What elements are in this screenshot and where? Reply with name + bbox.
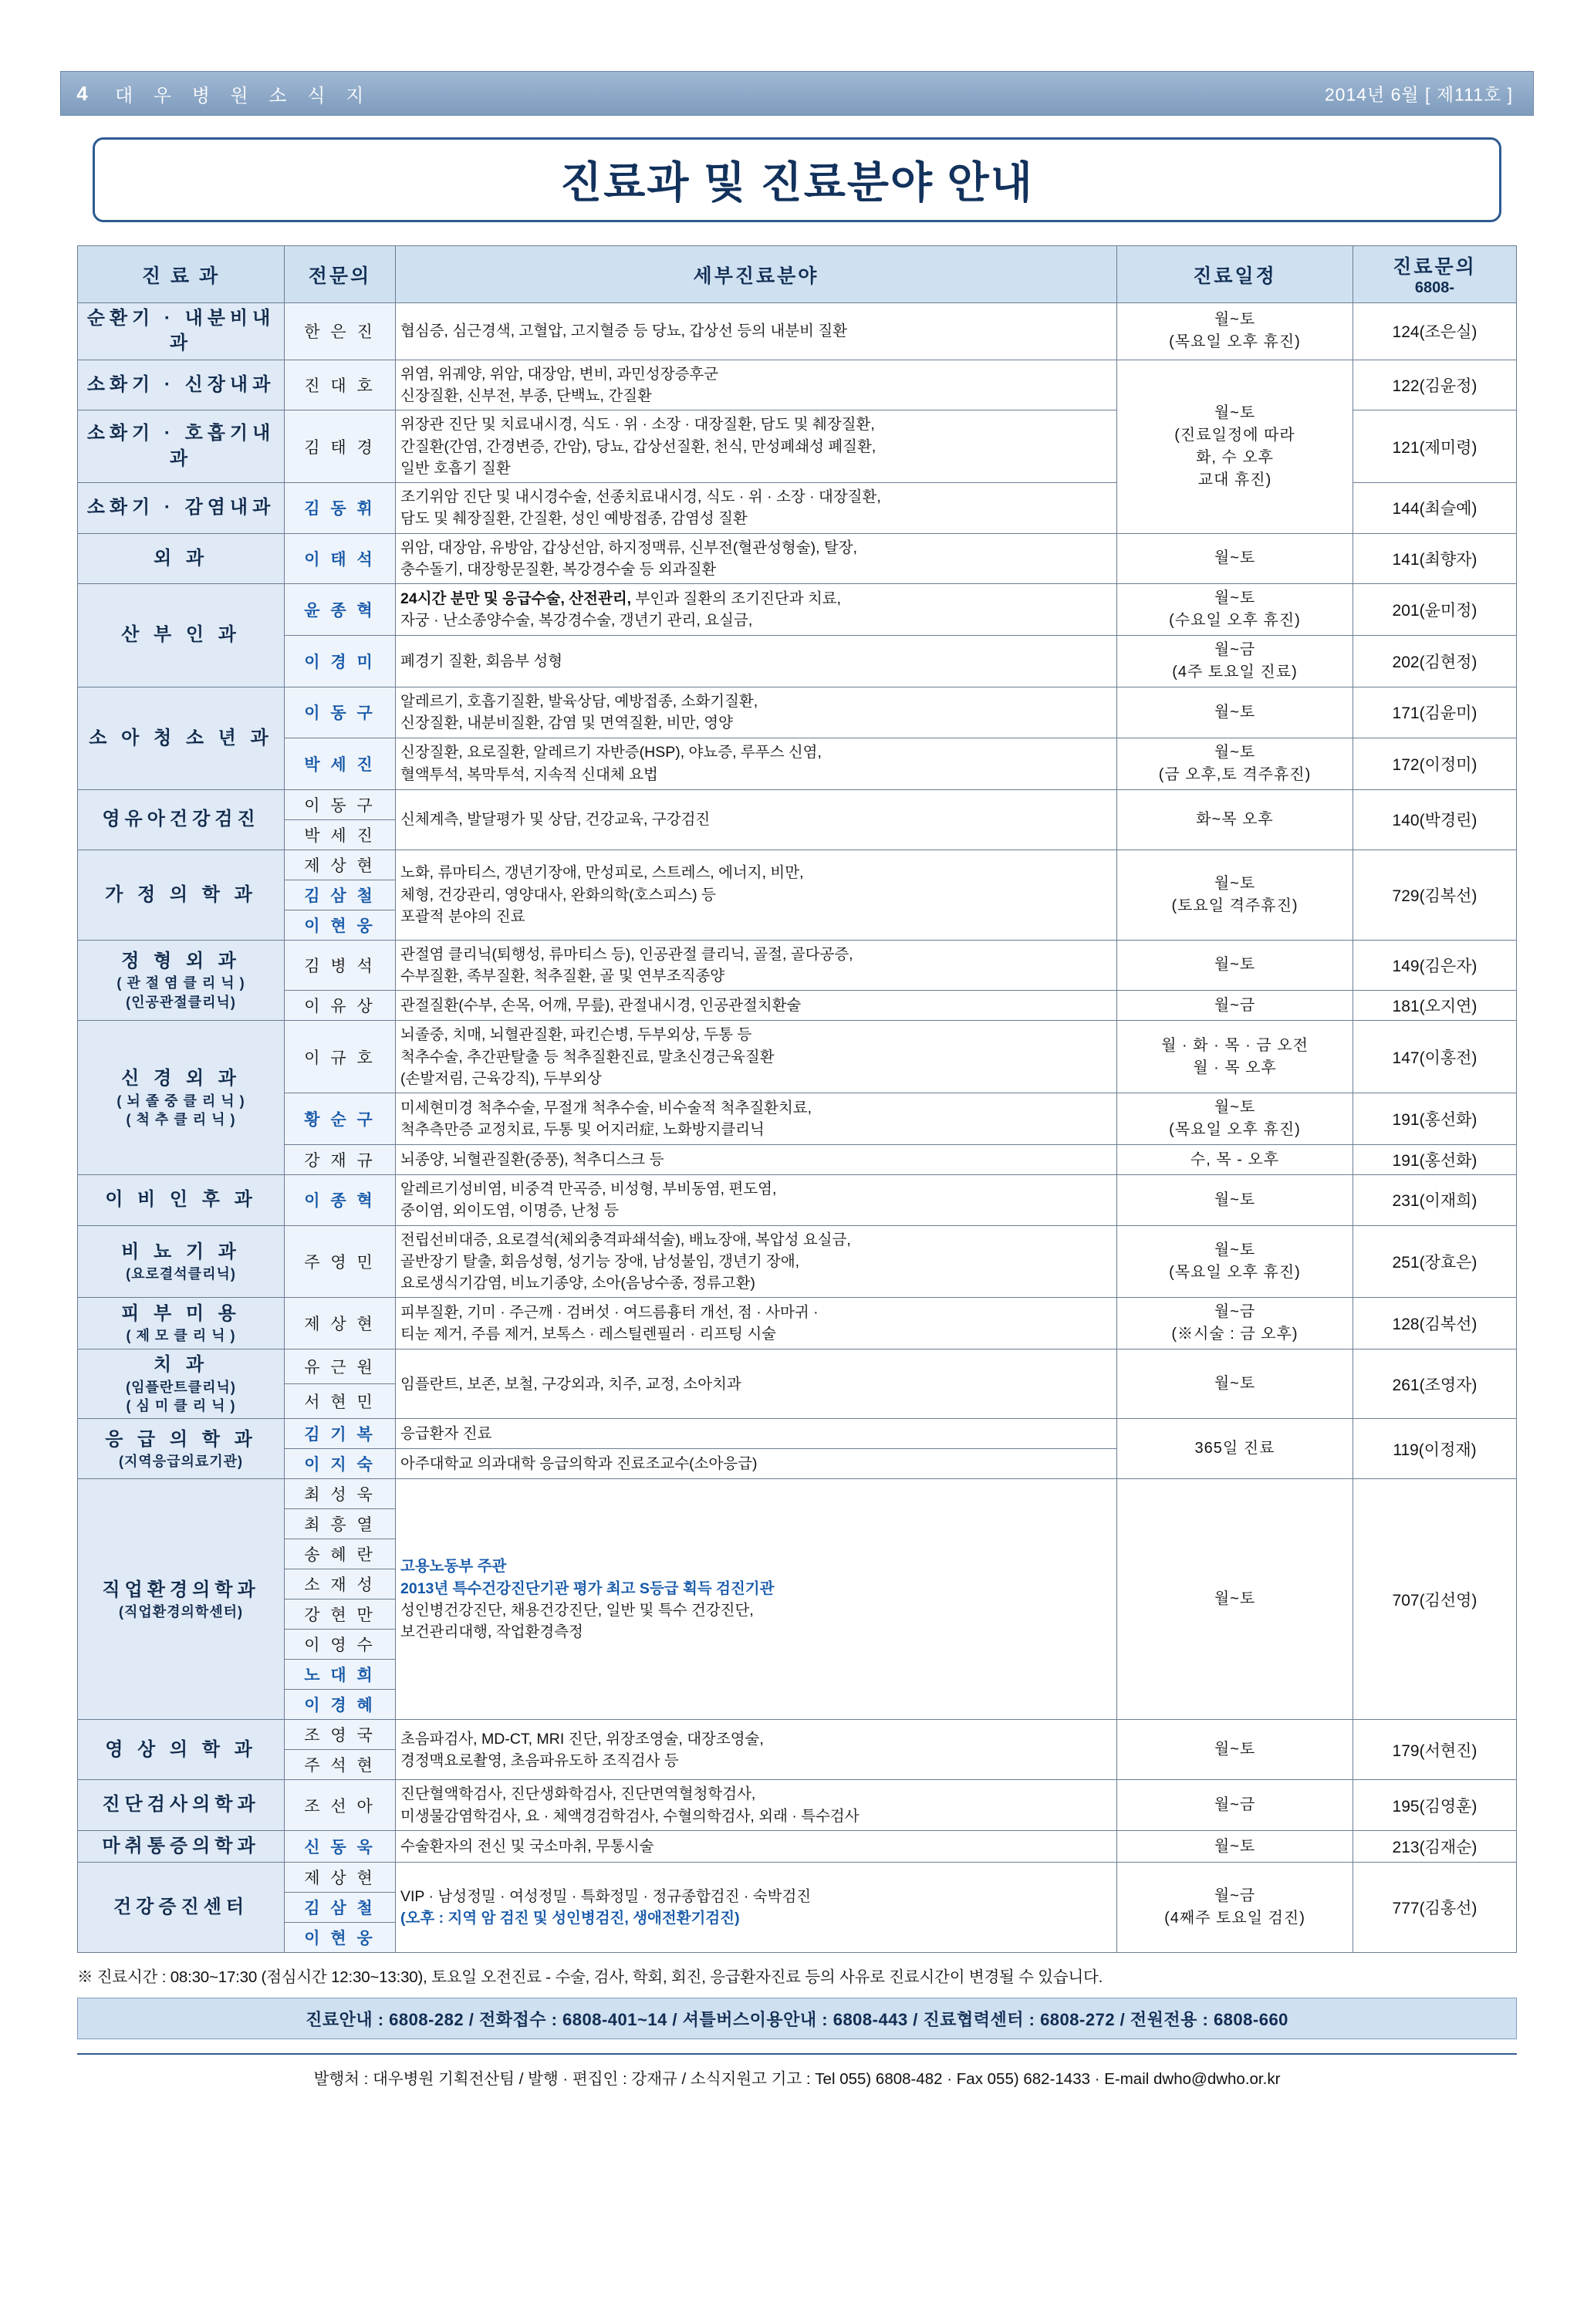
detail-field <box>396 1298 1117 1349</box>
field-line: 응급환자 진료 <box>400 1425 492 1443</box>
inquiry-phone: 777(김홍선) <box>1353 1863 1517 1953</box>
doctor-name: 김 삼 철 <box>285 1893 396 1923</box>
dept-name: 외 과 <box>78 533 285 584</box>
field-line: 알레르기, 호흡기질환, 발육상담, 예방접종, 소화기질환, <box>400 693 758 711</box>
field-line: 관절염 클리닉(퇴행성, 류마티스 등), 인공관절 클리닉, 골절, 골다공증, <box>400 945 853 963</box>
schedule-line: 월~토 <box>1214 1741 1256 1758</box>
field-highlight: 2013년 특수건강진단기관 평가 최고 S등급 획득 검진기관 <box>400 1579 775 1597</box>
dept-name: 정 형 외 과 ( 관 절 염 클 리 닉 ) (인공관절클리닉) <box>78 940 285 1021</box>
schedule-line: (목요일 오후 휴진) <box>1169 1263 1301 1281</box>
doctor-name: 제 상 현 <box>285 1863 396 1893</box>
field-line: 수부질환, 족부질환, 척추질환, 골 및 연부조직종양 <box>400 967 725 985</box>
inquiry-phone: 261(조영자) <box>1353 1349 1517 1419</box>
doctor-name: 이 규 호 <box>285 1021 396 1093</box>
doctor-name: 이 지 숙 <box>285 1449 396 1479</box>
doctor-name: 윤 종 혁 <box>285 584 396 636</box>
field-line: 뇌종양, 뇌혈관질환(중풍), 척추디스크 등 <box>400 1150 664 1168</box>
field-line: 신장질환, 신부전, 부종, 단백뇨, 간질환 <box>400 387 652 405</box>
field-line: 티눈 제거, 주름 제거, 보톡스 · 레스틸렌필러 · 리프팅 시술 <box>400 1326 776 1343</box>
inquiry-phone: 201(윤미정) <box>1353 584 1517 636</box>
field-line: 포괄적 분야의 진료 <box>400 907 525 925</box>
detail-field <box>396 850 1117 940</box>
schedule-line: 월~토 <box>1214 404 1256 421</box>
table-row <box>78 1145 1517 1175</box>
detail-field <box>396 1780 1117 1831</box>
field-line: 위염, 위궤양, 위암, 대장암, 변비, 과민성장증후군 <box>400 365 719 383</box>
detail-field <box>396 636 1117 687</box>
doctor-name: 소 재 성 <box>285 1569 396 1599</box>
page-title: 진료과 및 진료분야 안내 <box>560 158 1034 207</box>
doctor-name: 제 상 현 <box>285 1298 396 1349</box>
table-row <box>78 1479 1517 1509</box>
doctor-name: 제 상 현 <box>285 850 396 880</box>
doctor-name: 김 기 복 <box>285 1419 396 1449</box>
doctor-name: 박 세 진 <box>285 738 396 789</box>
doctor-name: 김 삼 철 <box>285 880 396 910</box>
field-line: 체형, 건강관리, 영양대사, 완화의학(호스피스) 등 <box>400 886 716 904</box>
field-line: 신체계측, 발달평가 및 상담, 건강교육, 구강검진 <box>400 811 711 829</box>
table-row <box>78 687 1517 738</box>
table-row <box>78 1419 1517 1449</box>
schedule-line: 월~금 <box>1214 996 1256 1014</box>
schedule <box>1117 850 1353 940</box>
schedule <box>1117 789 1353 850</box>
dept-name: 소 아 청 소 년 과 <box>78 687 285 790</box>
doctor-name: 신 동 욱 <box>285 1830 396 1862</box>
schedule <box>1117 1021 1353 1093</box>
inquiry-phone: 119(이정재) <box>1353 1419 1517 1479</box>
field-line: 중이염, 외이도염, 이명증, 난청 등 <box>400 1202 619 1220</box>
schedule-line: 월~토 <box>1214 549 1256 567</box>
schedule <box>1117 1145 1353 1175</box>
table-row <box>78 636 1517 687</box>
detail-field <box>396 360 1117 410</box>
field-line: 담도 및 췌장질환, 간질환, 성인 예방접종, 감염성 질환 <box>400 510 748 528</box>
schedule <box>1117 360 1353 533</box>
schedule-line: 월~토 <box>1214 311 1256 329</box>
dept-name: 이 비 인 후 과 <box>78 1175 285 1226</box>
col-header-schedule: 진료일정 <box>1117 246 1353 303</box>
dept-name: 치 과 (임플란트클리닉) ( 심 미 클 리 닉 ) <box>78 1349 285 1419</box>
inquiry-phone: 140(박경린) <box>1353 789 1517 850</box>
dept-name: 직업환경의학과 (직업환경의학센터) <box>78 1479 285 1720</box>
hours-note: ※ 진료시간 : 08:30~17:30 (점심시간 12:30~13:30), 토요일 오전진료 - 수술, 검사, 학회, 회진, 응급환자진료 등의 사유로 진료시간이 변경될 수 있습니다. <box>77 1968 1103 1987</box>
inquiry-phone: 213(김재순) <box>1353 1830 1517 1862</box>
detail-field <box>396 789 1117 850</box>
schedule-line: 월~토 <box>1214 703 1256 721</box>
page-number: 4 <box>76 81 89 105</box>
doctor-name: 송 혜 란 <box>285 1539 396 1569</box>
doctor-name: 김 태 경 <box>285 410 396 483</box>
table-row <box>78 940 1517 991</box>
detail-field <box>396 1863 1117 1953</box>
schedule-line: 월~토 <box>1214 1241 1256 1258</box>
page-header-bar <box>60 71 1534 116</box>
table-row <box>78 1225 1517 1298</box>
doctor-name: 서 현 민 <box>285 1384 396 1419</box>
field-line: 성인병건강진단, 채용건강진단, 일반 및 특수 건강진단, <box>400 1601 754 1619</box>
table-row <box>78 1830 1517 1862</box>
field-line: 경정맥요로촬영, 초음파유도하 조직검사 등 <box>400 1751 679 1769</box>
schedule-line: 월~금 <box>1214 1303 1256 1321</box>
schedule <box>1117 303 1353 360</box>
doctor-name: 이 경 미 <box>285 636 396 687</box>
dept-subtitle: (요로결석클리닉) <box>126 1266 236 1282</box>
schedule-line: (목요일 오후 휴진) <box>1169 333 1301 351</box>
inquiry-phone: 124(조은실) <box>1353 303 1517 360</box>
field-line: 골반장기 탈출, 회음성형, 성기능 장애, 남성불임, 갱년기 장애, <box>400 1252 800 1270</box>
field-line: 관절질환(수부, 손목, 어깨, 무릎), 관절내시경, 인공관절치환술 <box>400 997 802 1015</box>
detail-field <box>396 1225 1117 1298</box>
field-line: 노화, 류마티스, 갱년기장애, 만성피로, 스트레스, 에너지, 비만, <box>400 864 804 882</box>
dept-name: 산 부 인 과 <box>78 584 285 687</box>
schedule <box>1117 738 1353 789</box>
dept-name: 가 정 의 학 과 <box>78 850 285 940</box>
dept-name: 소화기 · 신장내과 <box>78 360 285 410</box>
dept-name: 영유아건강검진 <box>78 789 285 850</box>
col-header-doctor: 전문의 <box>285 246 396 303</box>
inquiry-phone: 707(김선영) <box>1353 1479 1517 1720</box>
contact-info-bar: 진료안내 : 6808-282 / 전화접수 : 6808-401~14 / 셔틀버스이용안내 : 6808-443 / 진료협력센터 : 6808-272 / 전원전용 : 6808-660 <box>77 1998 1517 2039</box>
detail-field <box>396 1145 1117 1175</box>
table-row <box>78 360 1517 410</box>
inquiry-phone: 122(김윤정) <box>1353 360 1517 410</box>
table-row <box>78 1349 1517 1384</box>
schedule-line: (※시술 : 금 오후) <box>1171 1326 1299 1343</box>
dept-subtitle: (인공관절클리닉) <box>126 994 236 1010</box>
doctor-name: 이 종 혁 <box>285 1175 396 1226</box>
table-row <box>78 1863 1517 1893</box>
doctor-name: 이 동 구 <box>285 687 396 738</box>
schedule <box>1117 1175 1353 1226</box>
detail-field <box>396 1419 1117 1449</box>
doctor-name: 진 대 호 <box>285 360 396 410</box>
table-row <box>78 789 1517 819</box>
field-line: 위암, 대장암, 유방암, 갑상선암, 하지정맥류, 신부전(혈관성형술), 탈장, <box>400 539 858 556</box>
publisher-info: 발행처 : 대우병원 기획전산팀 / 발행 · 편집인 : 강재규 / 소식지원고 기고 : Tel 055) 6808-482 · Fax 055) 682-1433 · E-mail dwho@dwho.or.kr <box>77 2053 1517 2089</box>
doctor-name: 이 태 석 <box>285 533 396 584</box>
dept-name: 영 상 의 학 과 <box>78 1720 285 1780</box>
field-line: 척추수술, 추간판탈출 등 척추질환진료, 말초신경근육질환 <box>400 1048 775 1066</box>
doctor-name: 이 현 웅 <box>285 910 396 940</box>
detail-field <box>396 991 1117 1021</box>
table-row <box>78 850 1517 880</box>
doctor-name: 이 유 상 <box>285 991 396 1021</box>
table-header-row <box>78 246 1517 303</box>
issue-label: 2014년 6월 [ 제111호 ] <box>1324 84 1513 105</box>
schedule <box>1117 940 1353 991</box>
schedule-line: 월~금 <box>1214 641 1256 659</box>
inquiry-phone: 181(오지연) <box>1353 991 1517 1021</box>
table-row <box>78 1780 1517 1831</box>
field-line: 혈액투석, 복막투석, 지속적 신대체 요법 <box>400 765 658 783</box>
inquiry-phone: 149(김은자) <box>1353 940 1517 991</box>
doctor-name: 최 성 욱 <box>285 1479 396 1509</box>
doctor-name: 강 현 만 <box>285 1599 396 1630</box>
doctor-name: 주 석 현 <box>285 1750 396 1780</box>
field-line: (손발저림, 근육강직), 두부외상 <box>400 1069 602 1087</box>
field-highlight: (오후 : 지역 암 검진 및 성인병검진, 생애전환기검진) <box>400 1910 740 1927</box>
field-line: 24시간 분만 및 응급수술, 산전관리, 부인과 질환의 조기진단과 치료, <box>400 589 842 607</box>
detail-field <box>396 483 1117 534</box>
doctor-name: 조 선 아 <box>285 1780 396 1831</box>
doctor-name: 김 동 휘 <box>285 483 396 534</box>
schedule-line: 월~토 <box>1214 1375 1256 1393</box>
newsletter-title: 대 우 병 원 소 식 지 <box>115 85 372 106</box>
schedule <box>1117 1780 1353 1831</box>
dept-name: 소화기 · 감염내과 <box>78 483 285 534</box>
doctor-name: 김 병 석 <box>285 940 396 991</box>
dept-subtitle: (임플란트클리닉) <box>126 1379 236 1395</box>
schedule-line: 월~금 <box>1214 1887 1256 1905</box>
schedule-line: 월~토 <box>1214 956 1256 974</box>
schedule <box>1117 1863 1353 1953</box>
schedule <box>1117 991 1353 1021</box>
dept-subtitle: ( 제 모 클 리 닉 ) <box>126 1328 236 1344</box>
doctor-name: 이 현 웅 <box>285 1923 396 1953</box>
table-row <box>78 1021 1517 1093</box>
schedule-line: 365일 진료 <box>1194 1440 1275 1458</box>
schedule-line: 교대 휴진) <box>1197 471 1272 488</box>
schedule-line: 월~토 <box>1214 589 1256 607</box>
doctor-name: 유 근 원 <box>285 1349 396 1384</box>
field-line: 알레르기성비염, 비중격 만곡증, 비성형, 부비동염, 편도염, <box>400 1181 777 1198</box>
col-header-dept: 진 료 과 <box>78 246 285 303</box>
table-row <box>78 1298 1517 1349</box>
detail-field <box>396 1021 1117 1093</box>
col-header-tel-label: 진료문의 <box>1393 256 1477 278</box>
inquiry-phone: 172(이정미) <box>1353 738 1517 789</box>
schedule-line: 수, 목 - 오후 <box>1190 1150 1280 1168</box>
inquiry-phone: 231(이재희) <box>1353 1175 1517 1226</box>
field-line: 요로생식기감염, 비뇨기종양, 소아(음낭수종, 정류고환) <box>400 1275 755 1292</box>
doctor-name: 이 영 수 <box>285 1630 396 1660</box>
doctor-name: 최 흥 열 <box>285 1509 396 1539</box>
dept-name: 비 뇨 기 과 (요로결석클리닉) <box>78 1225 285 1298</box>
dept-name: 순환기 · 내분비내과 <box>78 303 285 360</box>
col-header-tel-sub: 6808- <box>1414 279 1455 296</box>
field-highlight: 고용노동부 주관 <box>400 1558 507 1576</box>
schedule <box>1117 1298 1353 1349</box>
field-line: 척추측만증 교정치료, 두통 및 어지러症, 노화방지클리닉 <box>400 1121 765 1139</box>
dept-name: 신 경 외 과 ( 뇌 졸 중 클 리 닉 ) ( 척 추 클 리 닉 ) <box>78 1021 285 1175</box>
detail-field <box>396 1449 1117 1479</box>
field-line: 피부질환, 기미 · 주근깨 · 검버섯 · 여드름흉터 개선, 점 · 사마귀 · <box>400 1304 819 1322</box>
schedule <box>1117 1349 1353 1419</box>
field-line: 신장질환, 내분비질환, 감염 및 면역질환, 비만, 영양 <box>400 714 733 732</box>
col-header-tel <box>1353 246 1517 303</box>
schedule-line: 월~토 <box>1214 1191 1256 1208</box>
dept-subtitle: ( 뇌 졸 중 클 리 닉 ) <box>117 1093 245 1109</box>
schedule-line: 월~토 <box>1214 1837 1256 1855</box>
schedule <box>1117 1419 1353 1479</box>
inquiry-phone: 171(김윤미) <box>1353 687 1517 738</box>
schedule-line: (4째주 토요일 검진) <box>1164 1910 1305 1927</box>
schedule-line: 월~토 <box>1214 874 1256 892</box>
dept-name: 피 부 미 용 ( 제 모 클 리 닉 ) <box>78 1298 285 1349</box>
schedule-line: (진료일정에 따라 <box>1174 426 1295 444</box>
schedule <box>1117 1830 1353 1862</box>
detail-field <box>396 584 1117 636</box>
schedule-line: 월~토 <box>1214 743 1256 761</box>
field-line: 충수돌기, 대장항문질환, 복강경수술 등 외과질환 <box>400 560 717 578</box>
schedule-line: 월~토 <box>1214 1590 1256 1608</box>
schedule-line: 화, 수 오후 <box>1196 448 1274 466</box>
field-line: 초음파검사, MD-CT, MRI 진단, 위장조영술, 대장조영술, <box>400 1730 764 1748</box>
schedule <box>1117 1225 1353 1298</box>
doctor-name: 황 순 구 <box>285 1093 396 1145</box>
field-line: 자궁 · 난소종양수술, 복강경수술, 갱년기 관리, 요실금, <box>400 612 753 630</box>
detail-field <box>396 1349 1117 1419</box>
field-line: 간질환(간염, 간경변증, 간암), 당뇨, 갑상선질환, 천식, 만성폐쇄성 폐질환, <box>400 437 876 455</box>
inquiry-phone: 144(최슬예) <box>1353 483 1517 534</box>
field-line: VIP · 남성정밀 · 여성정밀 · 특화정밀 · 정규종합검진 · 숙박검진 <box>400 1888 812 1905</box>
dept-name: 응 급 의 학 과 (지역응급의료기관) <box>78 1419 285 1479</box>
field-line: 뇌졸중, 치매, 뇌혈관질환, 파킨슨병, 두부외상, 두통 등 <box>400 1026 752 1044</box>
inquiry-phone: 141(최향자) <box>1353 533 1517 584</box>
schedule-line: (4주 토요일 진료) <box>1172 664 1298 681</box>
doctor-name: 이 경 혜 <box>285 1690 396 1720</box>
inquiry-phone: 179(서현진) <box>1353 1720 1517 1780</box>
detail-field <box>396 940 1117 991</box>
schedule <box>1117 636 1353 687</box>
inquiry-phone: 251(장효은) <box>1353 1225 1517 1298</box>
inquiry-phone: 191(홍선화) <box>1353 1093 1517 1145</box>
detail-field <box>396 533 1117 584</box>
doctor-name: 강 재 규 <box>285 1145 396 1175</box>
dept-subtitle: ( 심 미 클 리 닉 ) <box>126 1398 236 1414</box>
detail-field <box>396 1175 1117 1226</box>
inquiry-phone: 195(김영훈) <box>1353 1780 1517 1831</box>
col-header-field: 세부진료분야 <box>396 246 1117 303</box>
page-title-box <box>93 137 1501 222</box>
field-line: 협심증, 심근경색, 고혈압, 고지혈증 등 당뇨, 갑상선 등의 내분비 질환 <box>400 323 848 340</box>
dept-subtitle: ( 관 절 염 클 리 닉 ) <box>117 975 245 991</box>
schedule <box>1117 533 1353 584</box>
newsletter-page <box>0 71 1594 2324</box>
table-row <box>78 584 1517 636</box>
departments-table <box>77 245 1517 1953</box>
inquiry-phone: 202(김현정) <box>1353 636 1517 687</box>
doctor-name: 노 대 희 <box>285 1660 396 1690</box>
table-row <box>78 1720 1517 1750</box>
schedule <box>1117 1720 1353 1780</box>
detail-field <box>396 1093 1117 1145</box>
table-row <box>78 1175 1517 1226</box>
inquiry-phone: 128(김복선) <box>1353 1298 1517 1349</box>
schedule-line: (목요일 오후 휴진) <box>1169 1121 1301 1139</box>
schedule-line: (수요일 오후 휴진) <box>1169 612 1301 630</box>
dept-name: 진단검사의학과 <box>78 1780 285 1831</box>
schedule-line: 월 · 목 오후 <box>1193 1059 1277 1076</box>
schedule-line: 월~금 <box>1214 1796 1256 1814</box>
field-line: 전립선비대증, 요로결석(체외충격파쇄석술), 배뇨장애, 복압성 요실금, <box>400 1231 851 1248</box>
detail-field <box>396 1720 1117 1780</box>
dept-name: 마취통증의학과 <box>78 1830 285 1862</box>
detail-field <box>396 738 1117 789</box>
field-line: 진단혈액학검사, 진단생화학검사, 진단면역혈청학검사, <box>400 1785 756 1803</box>
table-row <box>78 991 1517 1021</box>
dept-subtitle: (지역응급의료기관) <box>118 1453 244 1469</box>
doctor-name: 주 영 민 <box>285 1225 396 1298</box>
table-row <box>78 738 1517 789</box>
inquiry-phone: 147(이홍전) <box>1353 1021 1517 1093</box>
detail-field <box>396 687 1117 738</box>
schedule <box>1117 1479 1353 1720</box>
field-line: 미세현미경 척추수술, 무절개 척추수술, 비수술적 척추질환치료, <box>400 1099 812 1116</box>
inquiry-phone: 121(제미령) <box>1353 410 1517 483</box>
dept-subtitle: (직업환경의학센터) <box>118 1603 244 1620</box>
field-line: 아주대학교 의과대학 응급의학과 진료조교수(소아응급) <box>400 1455 758 1473</box>
field-line: 위장관 진단 및 치료내시경, 식도 · 위 · 소장 · 대장질환, 담도 및 췌장질환, <box>400 416 875 434</box>
dept-name: 건강증진센터 <box>78 1863 285 1953</box>
inquiry-phone: 191(홍선화) <box>1353 1145 1517 1175</box>
detail-field <box>396 1479 1117 1720</box>
detail-field <box>396 1830 1117 1862</box>
field-line: 조기위암 진단 및 내시경수술, 선종치료내시경, 식도 · 위 · 소장 · 대장질환, <box>400 488 881 506</box>
field-line: 일반 호흡기 질환 <box>400 459 511 477</box>
schedule-line: 월 · 화 · 목 · 금 오전 <box>1161 1036 1309 1054</box>
field-line: 수술환자의 전신 및 국소마취, 무통시술 <box>400 1837 654 1855</box>
table-row <box>78 303 1517 360</box>
field-line: 보건관리대행, 작업환경측정 <box>400 1623 583 1641</box>
field-line: 폐경기 질환, 회음부 성형 <box>400 653 563 671</box>
field-line: 신장질환, 요로질환, 알레르기 자반증(HSP), 야뇨증, 루푸스 신염, <box>400 744 822 762</box>
schedule <box>1117 687 1353 738</box>
schedule-line: (금 오후,토 격주휴진) <box>1158 765 1312 783</box>
table-row <box>78 533 1517 584</box>
schedule-line: 월~토 <box>1214 1099 1256 1116</box>
detail-field <box>396 303 1117 360</box>
doctor-name: 조 영 국 <box>285 1720 396 1750</box>
doctor-name: 이 동 구 <box>285 789 396 819</box>
field-line: 미생물감염학검사, 요 · 체액경검학검사, 수혈의학검사, 외래 · 특수검사 <box>400 1807 859 1825</box>
dept-subtitle: ( 척 추 클 리 닉 ) <box>126 1111 236 1127</box>
schedule-line: 화~목 오후 <box>1196 810 1274 828</box>
field-line: 임플란트, 보존, 보철, 구강외과, 치주, 교정, 소아치과 <box>400 1375 741 1393</box>
schedule <box>1117 584 1353 636</box>
schedule <box>1117 1093 1353 1145</box>
inquiry-phone: 729(김복선) <box>1353 850 1517 940</box>
schedule-line: (토요일 격주휴진) <box>1171 897 1299 914</box>
doctor-name: 박 세 진 <box>285 819 396 850</box>
dept-name: 소화기 · 호흡기내과 <box>78 410 285 483</box>
detail-field <box>396 410 1117 483</box>
table-row <box>78 1093 1517 1145</box>
doctor-name: 한 은 진 <box>285 303 396 360</box>
